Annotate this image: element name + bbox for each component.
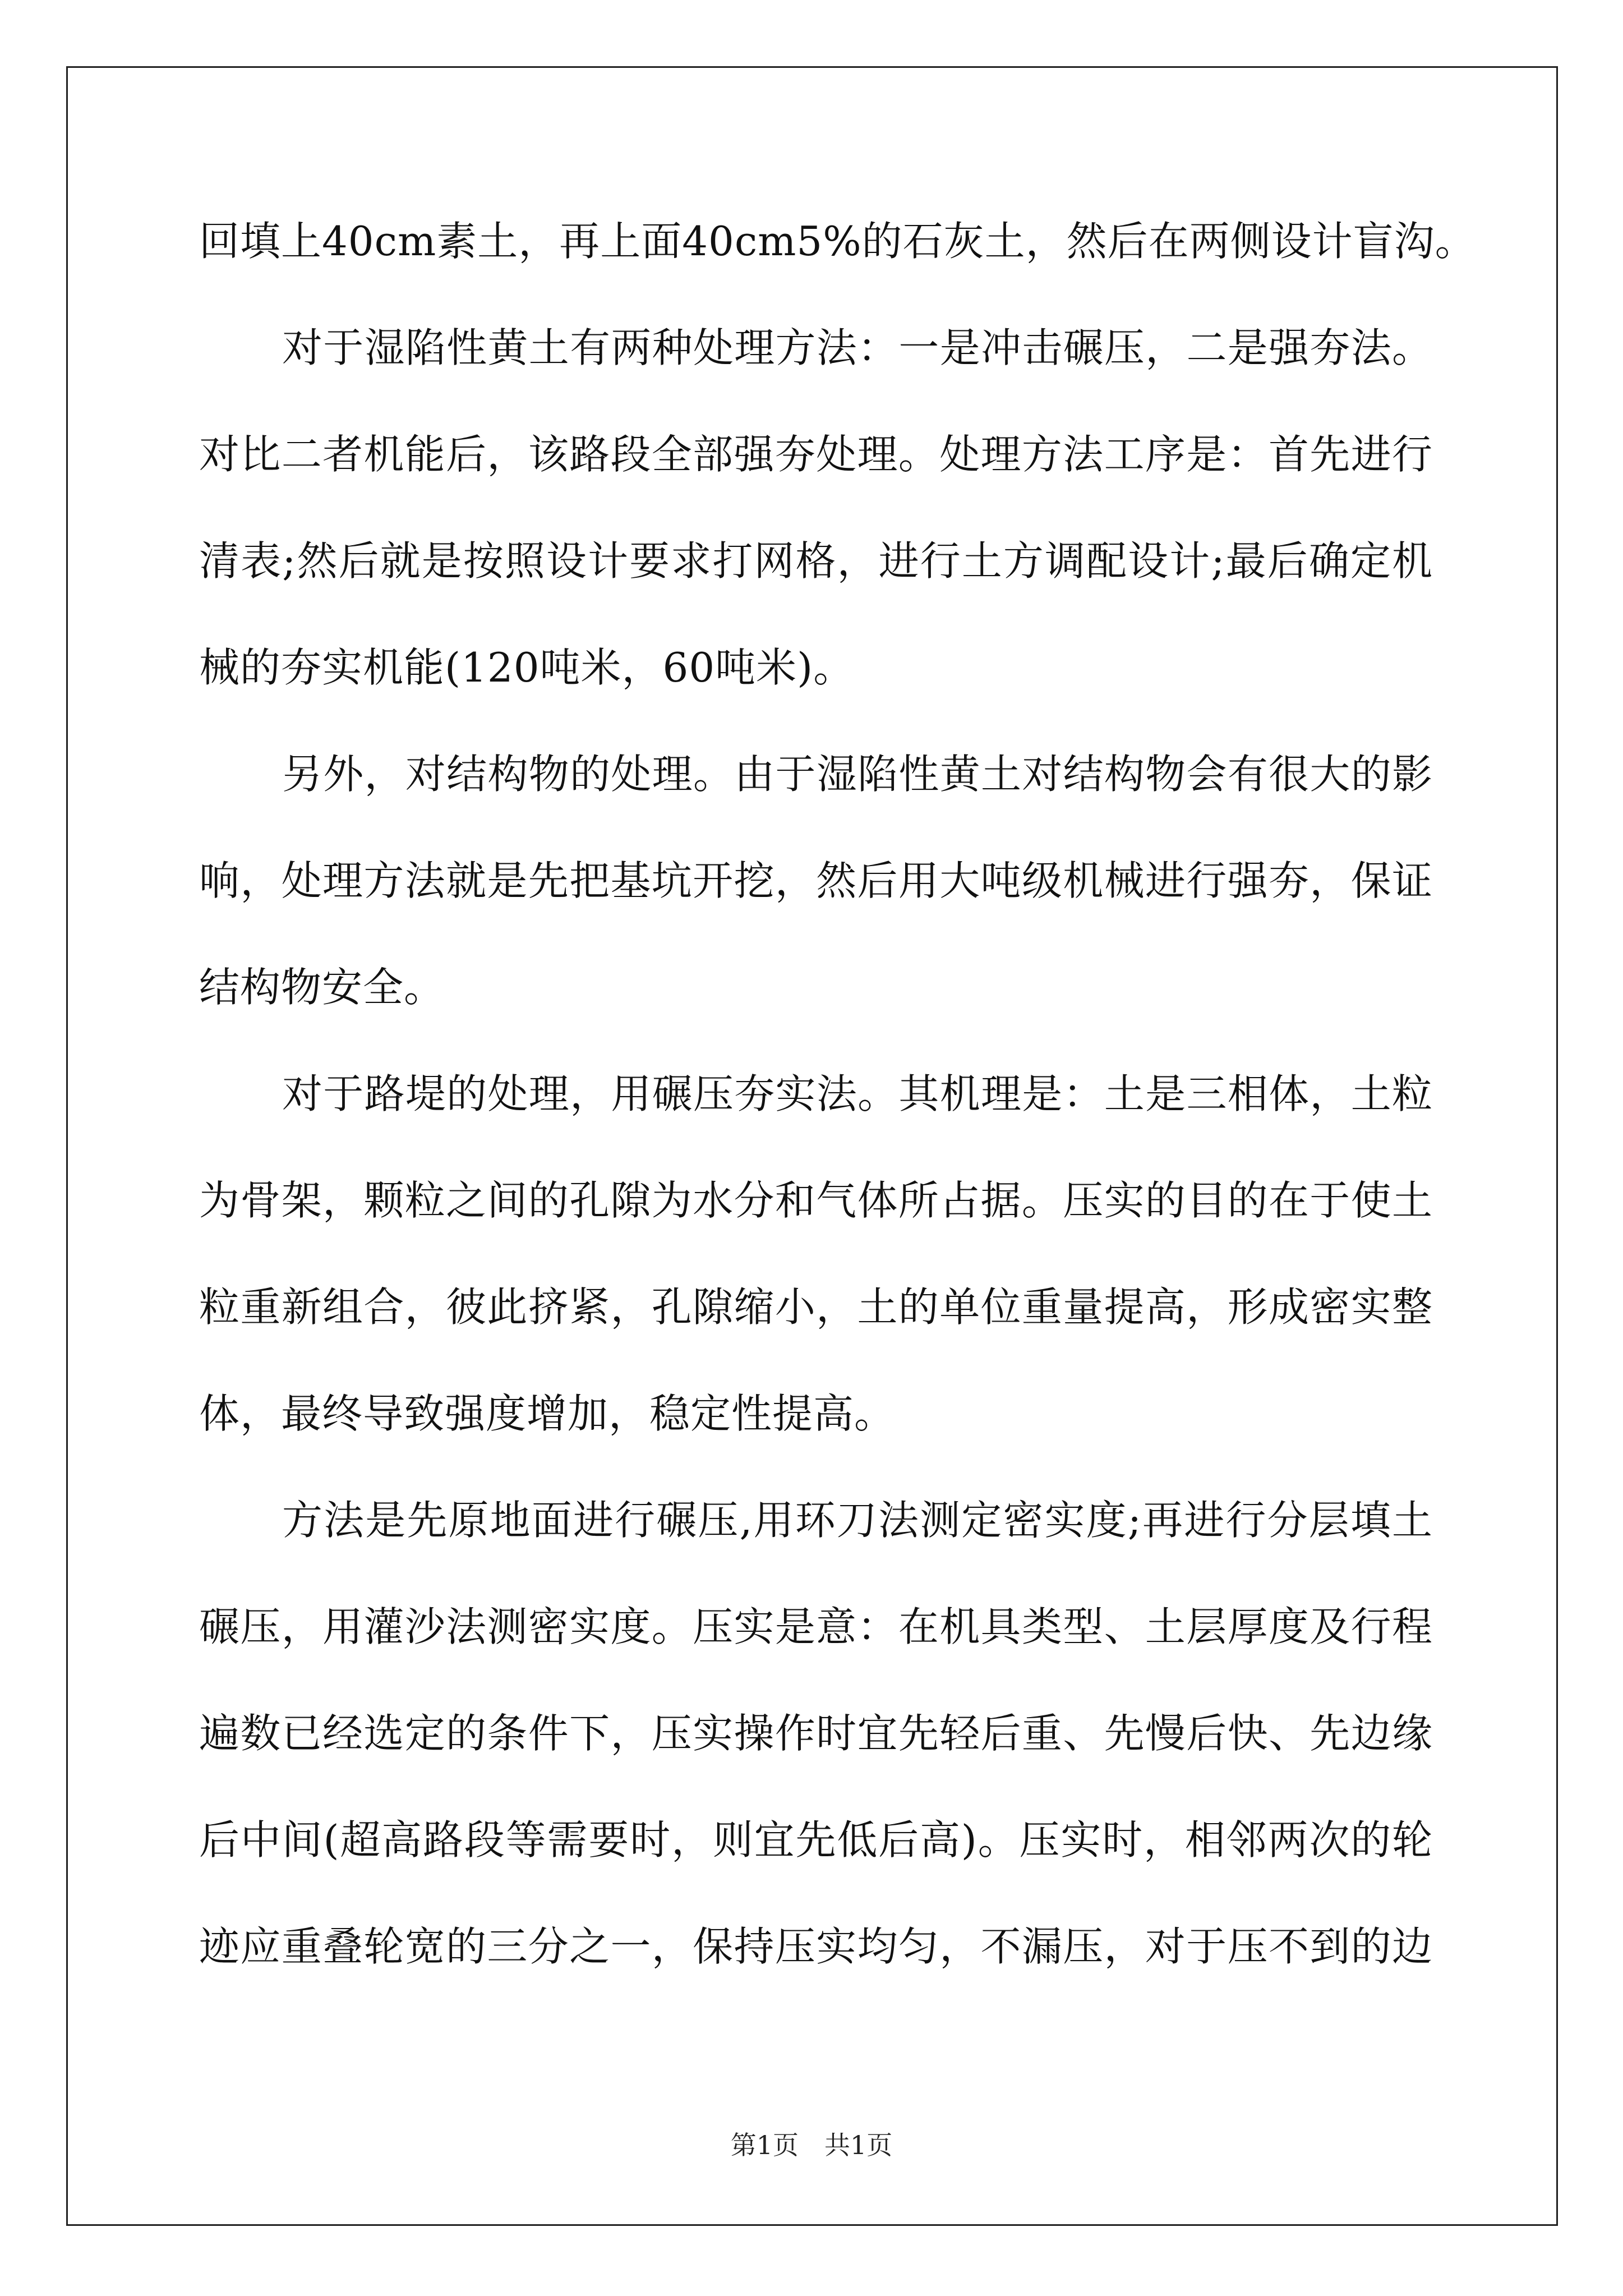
text-line: 粒重新组合，彼此挤紧，孔隙缩小，土的单位重量提高，形成密实整 [199, 1283, 1433, 1331]
text-line: 为骨架，颗粒之间的孔隙为水分和气体所占据。压实的目的在于使土 [199, 1177, 1433, 1224]
text-line: 清表;然后就是按照设计要求打网格，进行土方调配设计;最后确定机 [199, 537, 1433, 585]
text-line: 响，处理方法就是先把基坑开挖，然后用大吨级机械进行强夯，保证 [199, 857, 1433, 904]
text-line: 方法是先原地面进行碾压,用环刀法测定密实度;再进行分层填土 [282, 1497, 1433, 1544]
document-body [199, 218, 1476, 2031]
text-line: 对于湿陷性黄土有两种处理方法：一是冲击碾压，二是强夯法。 [282, 324, 1433, 371]
page-footer: 第1页 共1页 [730, 2130, 893, 2160]
text-line: 后中间(超高路段等需要时，则宜先低后高)。压实时，相邻两次的轮 [199, 1816, 1433, 1864]
text-line: 另外，对结构物的处理。由于湿陷性黄土对结构物会有很大的影 [282, 751, 1433, 798]
text-line: 遍数已经选定的条件下，压实操作时宜先轻后重、先慢后快、先边缘 [199, 1710, 1433, 1757]
text-line: 结构物安全。 [199, 964, 445, 1011]
text-line: 对比二者机能后，该路段全部强夯处理。处理方法工序是：首先进行 [199, 431, 1433, 478]
text-line: 回填上40cm素土，再上面40cm5%的石灰土，然后在两侧设计盲沟。 [199, 218, 1476, 265]
text-line: 体，最终导致强度增加，稳定性提高。 [199, 1390, 896, 1437]
text-line: 迹应重叠轮宽的三分之一，保持压实均匀，不漏压，对于压不到的边 [199, 1923, 1433, 1970]
text-line: 碾压，用灌沙法测密实度。压实是意：在机具类型、土层厚度及行程 [199, 1603, 1433, 1650]
text-line: 械的夯实机能(120吨米，60吨米)。 [199, 644, 855, 691]
text-line: 对于路堤的处理，用碾压夯实法。其机理是：土是三相体，土粒 [282, 1070, 1433, 1117]
